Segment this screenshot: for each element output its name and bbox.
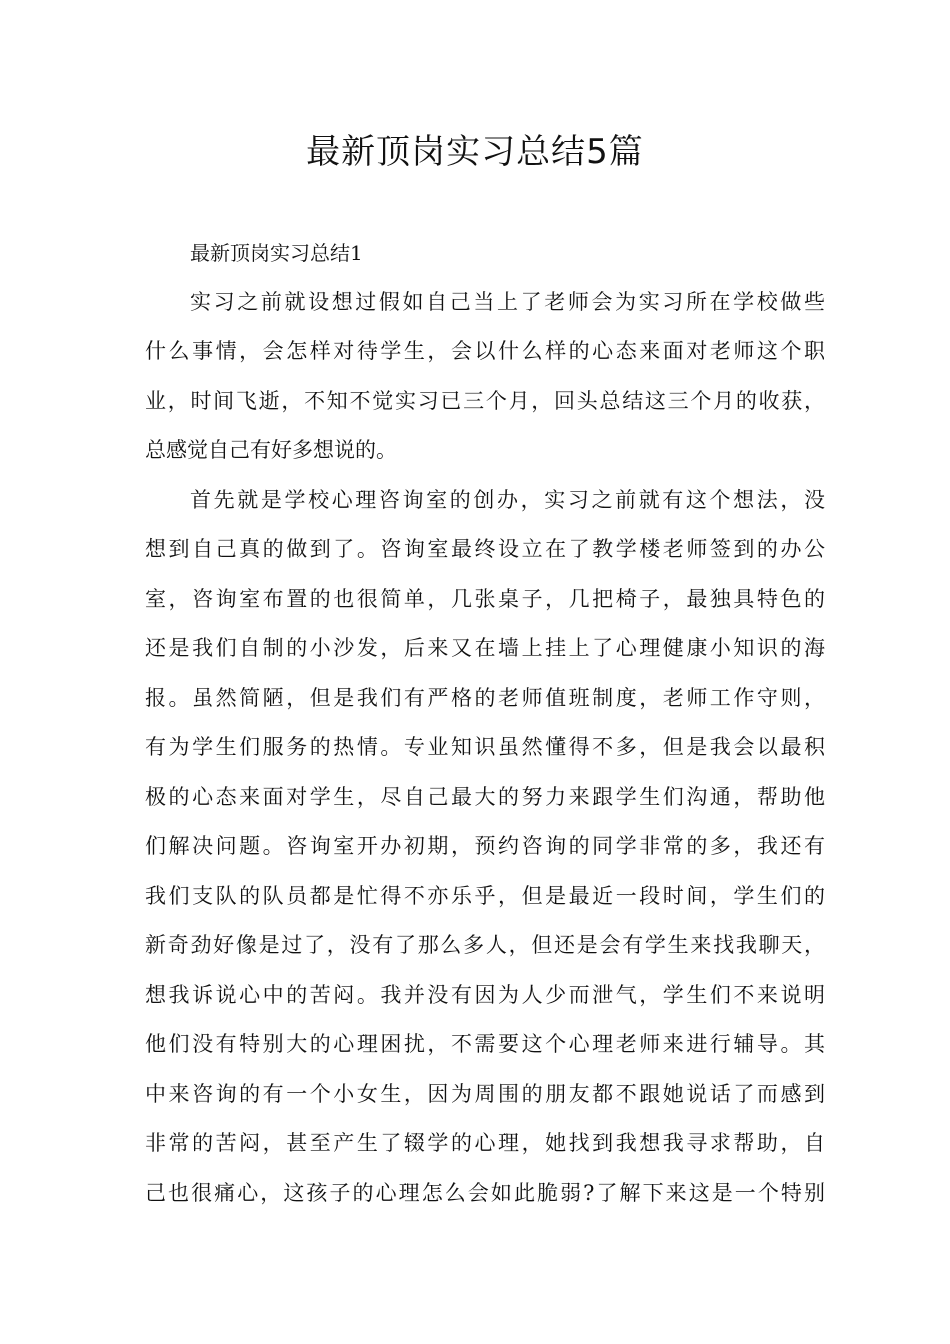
paragraph-line: 还是我们自制的小沙发，后来又在墙上挂上了心理健康小知识的海 [145, 636, 825, 660]
document-title: 最新顶岗实习总结5篇 [306, 132, 644, 172]
paragraph-line: 报。虽然简陋，但是我们有严格的老师值班制度，老师工作守则， [145, 686, 825, 710]
paragraph-line: 首先就是学校心理咨询室的创办，实习之前就有这个想法，没 [190, 488, 825, 512]
paragraph-line: 总感觉自己有好多想说的。 [145, 438, 397, 462]
paragraph-line: 想我诉说心中的苦闷。我并没有因为人少而泄气，学生们不来说明 [145, 983, 825, 1007]
paragraph-line: 我们支队的队员都是忙得不亦乐乎，但是最近一段时间，学生们的 [145, 884, 825, 908]
paragraph-line: 中来咨询的有一个小女生，因为周围的朋友都不跟她说话了而感到 [145, 1082, 825, 1106]
paragraph-line: 有为学生们服务的热情。专业知识虽然懂得不多，但是我会以最积 [145, 735, 825, 759]
paragraph-line: 室，咨询室布置的也很简单，几张桌子，几把椅子，最独具特色的 [145, 587, 825, 611]
paragraph-line: 们解决问题。咨询室开办初期，预约咨询的同学非常的多，我还有 [145, 834, 825, 858]
paragraph-line: 他们没有特别大的心理困扰，不需要这个心理老师来进行辅导。其 [145, 1032, 825, 1056]
section-heading: 最新顶岗实习总结1 [190, 241, 363, 265]
paragraph-line: 己也很痛心，这孩子的心理怎么会如此脆弱?了解下来这是一个特别 [145, 1181, 825, 1205]
paragraph-line: 非常的苦闷，甚至产生了辍学的心理，她找到我想我寻求帮助，自 [145, 1131, 825, 1155]
paragraph-line: 业，时间飞逝，不知不觉实习已三个月，回头总结这三个月的收获， [145, 389, 825, 413]
paragraph-line: 什么事情，会怎样对待学生，会以什么样的心态来面对老师这个职 [145, 339, 825, 363]
paragraph-line: 实习之前就设想过假如自己当上了老师会为实习所在学校做些 [190, 290, 825, 314]
paragraph-line: 极的心态来面对学生，尽自己最大的努力来跟学生们沟通，帮助他 [145, 785, 825, 809]
paragraph-line: 新奇劲好像是过了，没有了那么多人，但还是会有学生来找我聊天， [145, 933, 825, 957]
paragraph-line: 想到自己真的做到了。咨询室最终设立在了教学楼老师签到的办公 [145, 537, 825, 561]
